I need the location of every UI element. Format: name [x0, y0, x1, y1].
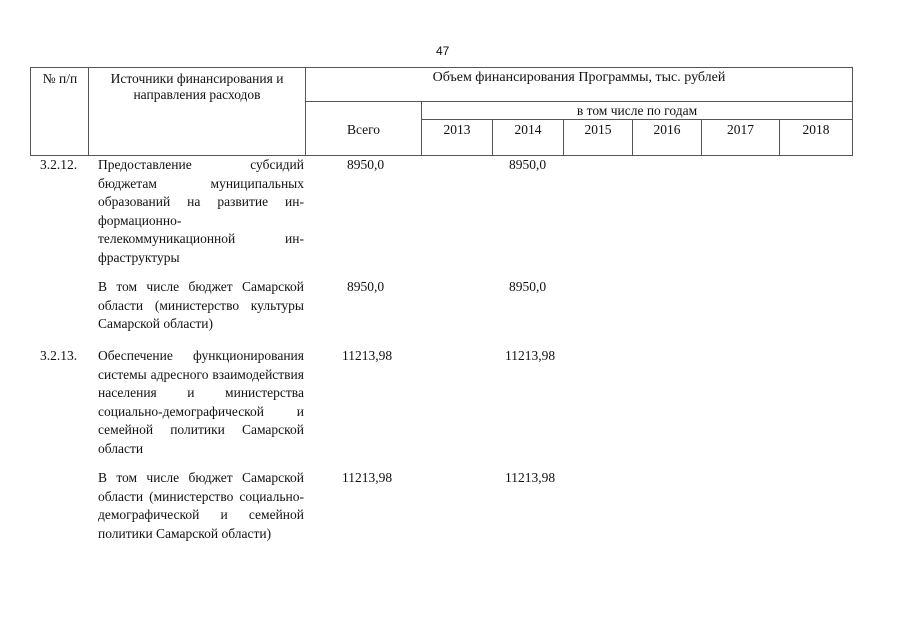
header-sources-label: Источники финансирования и направления расходов: [110, 71, 284, 102]
row-description: В том числе бюджет Самарской области (министерство культуры Самарской области): [98, 279, 304, 331]
row-total: 11213,98: [342, 348, 393, 363]
header-total-label: Всего: [346, 122, 381, 137]
year-label-2013: 2013: [443, 122, 471, 137]
row-description: В том числе бюджет Самарской области (министерство социально-демографической и семейной политики Самарской области): [98, 470, 304, 541]
year-label-2015: 2015: [584, 122, 612, 137]
year-label-2018: 2018: [802, 122, 830, 137]
row-2014: 11213,98: [505, 348, 556, 363]
header-by-years-label: в том числе по годам: [576, 103, 698, 118]
year-label-2016: 2016: [653, 122, 681, 137]
header-volume-label: Объем финансирования Программы, тыс. рублей: [432, 70, 726, 85]
row-2014: 8950,0: [509, 279, 547, 294]
year-label-2014: 2014: [514, 122, 542, 137]
header-num-label: № п/п: [42, 71, 78, 86]
row-number: 3.2.12.: [40, 157, 78, 172]
row-total: 8950,0: [347, 279, 385, 294]
row-number: 3.2.13.: [40, 348, 78, 363]
page-number: 47: [436, 44, 450, 58]
row-total: 11213,98: [342, 470, 393, 485]
row-description: Предоставление субсидий бюджетам муниципальных образований на развитие информационно-телекоммуникационной инфраструктуры: [98, 157, 304, 265]
row-total: 8950,0: [347, 157, 385, 172]
row-2014: 8950,0: [509, 157, 547, 172]
row-2014: 11213,98: [505, 470, 556, 485]
row-description: Обеспечение функционирования системы адресного взаимодействия населения и министерства социально-демографической и семейной политики Самарской области: [98, 348, 304, 456]
year-label-2017: 2017: [727, 122, 754, 137]
